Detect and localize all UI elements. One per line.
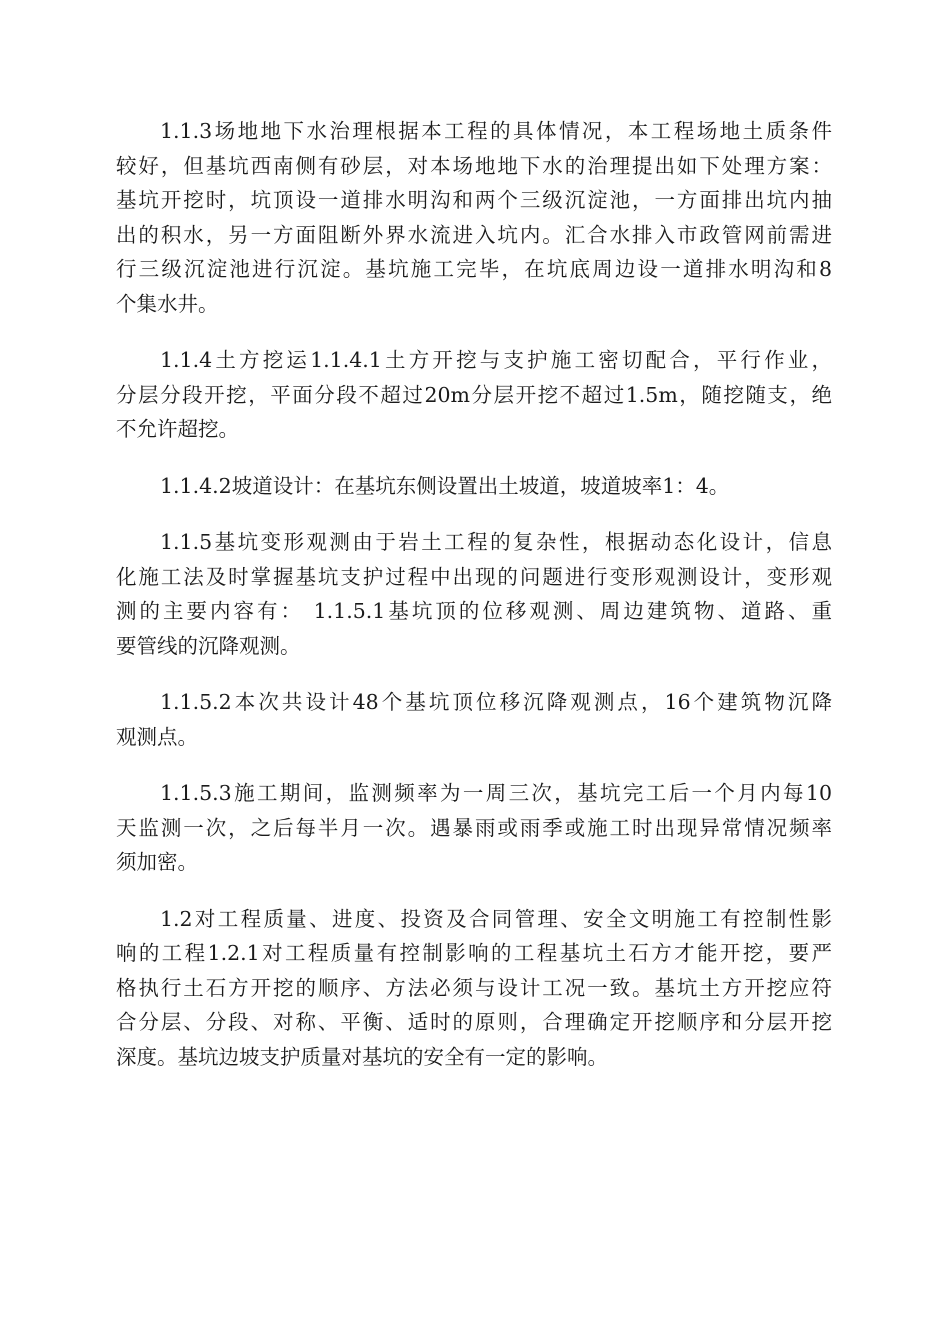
text-line: 须加密。 [116, 850, 198, 874]
paragraph-earthwork [116, 343, 832, 447]
text-line: 1.1.5.3施工期间，监测频率为一周三次，基坑完工后一个月内每10 [160, 781, 832, 805]
text-line: 行三级沉淀池进行沉淀。基坑施工完毕，在坑底周边设一道排水明沟和8 [116, 257, 832, 281]
text-line: 1.1.5.2本次共设计48个基坑顶位移沉降观测点，16个建筑物沉降 [160, 690, 832, 714]
text-line: 基坑开挖时，坑顶设一道排水明沟和两个三级沉淀池，一方面排出坑内抽 [116, 188, 832, 212]
text-line: 1.1.3场地地下水治理根据本工程的具体情况，本工程场地土质条件 [160, 119, 832, 143]
text-line: 出的积水，另一方面阻断外界水流进入坑内。汇合水排入市政管网前需进 [116, 222, 832, 247]
text-line: 化施工法及时掌握基坑支护过程中出现的问题进行变形观测设计，变形观 [116, 564, 832, 589]
paragraph-ramp-design [116, 469, 832, 504]
paragraph-groundwater [116, 114, 832, 321]
text-line: 要管线的沉降观测。 [116, 633, 301, 658]
text-line: 合分层、分段、对称、平衡、适时的原则，合理确定开挖顺序和分层开挖 [116, 1010, 832, 1034]
paragraph-monitoring-frequency [116, 776, 832, 880]
document-page [116, 114, 832, 1096]
text-line: 个集水井。 [116, 291, 219, 316]
paragraph-observation-points [116, 685, 832, 754]
paragraph-quality-control [116, 902, 832, 1075]
text-line: 测的主要内容有： 1.1.5.1基坑顶的位移观测、周边建筑物、道路、重 [116, 599, 832, 623]
text-line: 不允许超挖。 [116, 417, 239, 441]
text-line: 响的工程1.2.1对工程质量有控制影响的工程基坑土石方才能开挖，要严 [116, 941, 832, 965]
text-line: 1.1.4.2坡道设计：在基坑东侧设置出土坡道，坡道坡率1：4。 [160, 473, 730, 498]
paragraph-deformation-observation [116, 525, 832, 663]
text-line: 天监测一次，之后每半月一次。遇暴雨或雨季或施工时出现异常情况频率 [116, 815, 832, 840]
text-line: 1.1.4土方挖运1.1.4.1土方开挖与支护施工密切配合，平行作业， [160, 348, 832, 372]
text-line: 观测点。 [116, 724, 198, 749]
text-line: 较好，但基坑西南侧有砂层，对本场地地下水的治理提出如下处理方案： [116, 153, 832, 178]
text-line: 格执行土石方开挖的顺序、方法必须与设计工况一致。基坑土方开挖应符 [116, 975, 832, 1000]
text-line: 分层分段开挖，平面分段不超过20m分层开挖不超过1.5m，随挖随支，绝 [116, 382, 832, 407]
text-line: 深度。基坑边坡支护质量对基坑的安全有一定的影响。 [116, 1044, 608, 1069]
text-line: 1.2对工程质量、进度、投资及合同管理、安全文明施工有控制性影 [160, 906, 832, 931]
text-line: 1.1.5基坑变形观测由于岩土工程的复杂性，根据动态化设计，信息 [160, 530, 832, 554]
